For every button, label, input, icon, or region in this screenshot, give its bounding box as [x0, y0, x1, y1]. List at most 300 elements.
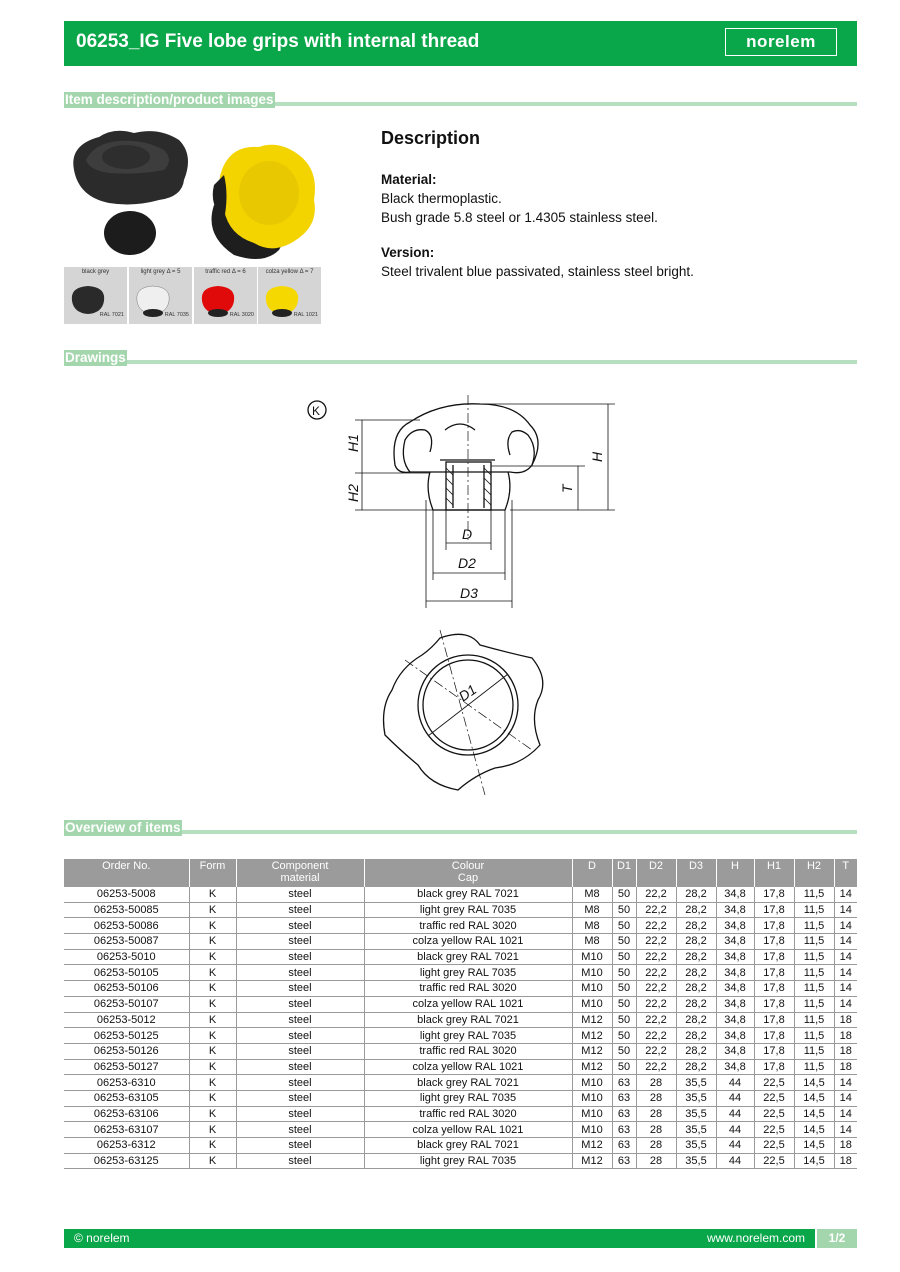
table-cell: 44 — [716, 1075, 754, 1091]
table-cell: 35,5 — [676, 1122, 716, 1138]
table-cell: 11,5 — [794, 996, 834, 1012]
table-cell: 06253-63105 — [64, 1090, 189, 1106]
material-heading: Material: — [381, 172, 437, 187]
table-cell: 17,8 — [754, 1012, 794, 1028]
table-cell: 28,2 — [676, 1028, 716, 1044]
table-cell: 14,5 — [794, 1122, 834, 1138]
table-cell: steel — [236, 1075, 364, 1091]
column-header-line: D3 — [688, 860, 704, 872]
table-cell: 17,8 — [754, 902, 794, 918]
table-cell: steel — [236, 1122, 364, 1138]
table-cell: 11,5 — [794, 902, 834, 918]
table-header-row — [64, 859, 857, 887]
page-footer — [64, 1229, 857, 1248]
table-row — [64, 981, 857, 997]
table-cell: 14,5 — [794, 1090, 834, 1106]
table-cell: M10 — [572, 1075, 612, 1091]
table-cell: 17,8 — [754, 949, 794, 965]
table-cell: 34,8 — [716, 965, 754, 981]
table-cell: 14 — [834, 949, 857, 965]
table-cell: M12 — [572, 1153, 612, 1169]
table-cell: 35,5 — [676, 1075, 716, 1091]
dim-h1-label: H1 — [345, 434, 361, 452]
table-cell: steel — [236, 1138, 364, 1154]
swatch-ral: RAL 7021 — [99, 312, 124, 318]
swatch-traffic-red — [194, 267, 257, 324]
table-cell: 50 — [612, 965, 636, 981]
table-cell: 11,5 — [794, 1059, 834, 1075]
table-cell: 22,2 — [636, 1059, 676, 1075]
table-cell: K — [189, 1059, 236, 1075]
table-cell: 50 — [612, 1012, 636, 1028]
table-cell: M8 — [572, 887, 612, 902]
table-row — [64, 949, 857, 965]
table-cell: 50 — [612, 902, 636, 918]
column-header — [64, 859, 189, 887]
table-cell: black grey RAL 7021 — [364, 949, 572, 965]
table-row — [64, 965, 857, 981]
product-photo — [64, 125, 321, 265]
table-cell: 06253-50126 — [64, 1043, 189, 1059]
version-line: Steel trivalent blue passivated, stainless steel bright. — [381, 264, 694, 279]
column-header-line: D1 — [616, 860, 632, 872]
table-cell: 14 — [834, 1075, 857, 1091]
column-header-line: H — [731, 860, 739, 872]
table-cell: 63 — [612, 1138, 636, 1154]
table-cell: 34,8 — [716, 934, 754, 950]
section-item-description — [64, 92, 857, 108]
table-cell: 22,5 — [754, 1122, 794, 1138]
table-cell: M8 — [572, 934, 612, 950]
table-cell: M12 — [572, 1012, 612, 1028]
column-header — [364, 859, 572, 887]
table-cell: 06253-50087 — [64, 934, 189, 950]
swatch-ral: RAL 1021 — [293, 312, 318, 318]
column-header — [716, 859, 754, 887]
table-cell: 28,2 — [676, 965, 716, 981]
table-cell: 44 — [716, 1122, 754, 1138]
section-rule — [64, 360, 857, 364]
table-cell: 44 — [716, 1106, 754, 1122]
table-cell: 28,2 — [676, 887, 716, 902]
section-drawings — [64, 350, 857, 366]
table-cell: 22,2 — [636, 902, 676, 918]
table-cell: 06253-5012 — [64, 1012, 189, 1028]
table-cell: M10 — [572, 1106, 612, 1122]
table-cell: 34,8 — [716, 981, 754, 997]
footer-website-link[interactable]: www.norelem.com — [706, 1231, 805, 1245]
table-cell: 44 — [716, 1153, 754, 1169]
table-cell: 14,5 — [794, 1138, 834, 1154]
table-cell: 63 — [612, 1153, 636, 1169]
table-cell: 34,8 — [716, 902, 754, 918]
column-header-line: Colour — [451, 860, 485, 872]
table-cell: 22,2 — [636, 981, 676, 997]
table-cell: M10 — [572, 1090, 612, 1106]
footer-copyright: © norelem — [74, 1231, 130, 1245]
table-cell: light grey RAL 7035 — [364, 902, 572, 918]
swatch-ral: RAL 3020 — [229, 312, 254, 318]
table-cell: 11,5 — [794, 949, 834, 965]
table-cell: 06253-50107 — [64, 996, 189, 1012]
table-cell: 06253-5008 — [64, 887, 189, 902]
table-cell: M10 — [572, 981, 612, 997]
column-header-line: Order No. — [102, 860, 151, 872]
table-row — [64, 902, 857, 918]
table-row — [64, 1028, 857, 1044]
table-cell: steel — [236, 887, 364, 902]
swatch-name: colza yellow Δ = 7 — [265, 269, 314, 275]
table-cell: 50 — [612, 981, 636, 997]
column-header — [676, 859, 716, 887]
table-cell: 28,2 — [676, 918, 716, 934]
page-number: 1/2 — [817, 1229, 857, 1248]
table-cell: steel — [236, 1043, 364, 1059]
table-row — [64, 934, 857, 950]
table-cell: 06253-6312 — [64, 1138, 189, 1154]
table-cell: 28 — [636, 1106, 676, 1122]
table-cell: black grey RAL 7021 — [364, 887, 572, 902]
table-cell: 17,8 — [754, 918, 794, 934]
table-cell: 06253-50085 — [64, 902, 189, 918]
table-cell: steel — [236, 1106, 364, 1122]
table-cell: K — [189, 887, 236, 902]
table-cell: 34,8 — [716, 1043, 754, 1059]
table-cell: 22,2 — [636, 887, 676, 902]
table-cell: 18 — [834, 1138, 857, 1154]
table-cell: 06253-63107 — [64, 1122, 189, 1138]
table-cell: 34,8 — [716, 949, 754, 965]
table-cell: 34,8 — [716, 996, 754, 1012]
table-cell: 44 — [716, 1090, 754, 1106]
table-cell: 50 — [612, 949, 636, 965]
table-cell: 14,5 — [794, 1106, 834, 1122]
table-row — [64, 996, 857, 1012]
table-cell: 50 — [612, 1043, 636, 1059]
table-cell: black grey RAL 7021 — [364, 1012, 572, 1028]
section-rule — [64, 830, 857, 834]
table-cell: 63 — [612, 1090, 636, 1106]
table-cell: 11,5 — [794, 1028, 834, 1044]
table-cell: 35,5 — [676, 1153, 716, 1169]
colour-swatches — [64, 267, 321, 324]
swatch-black-grey — [64, 267, 127, 324]
table-cell: light grey RAL 7035 — [364, 1090, 572, 1106]
table-cell: 44 — [716, 1138, 754, 1154]
items-table — [64, 859, 857, 1169]
table-row — [64, 1012, 857, 1028]
table-cell: steel — [236, 918, 364, 934]
technical-drawing — [300, 390, 630, 805]
table-row — [64, 1090, 857, 1106]
table-cell: 63 — [612, 1122, 636, 1138]
table-cell: traffic red RAL 3020 — [364, 1106, 572, 1122]
page-header — [64, 21, 857, 66]
table-cell: 22,2 — [636, 1043, 676, 1059]
swatch-colza-yellow — [258, 267, 321, 324]
section-overview — [64, 820, 857, 836]
table-cell: 28,2 — [676, 1059, 716, 1075]
table-cell: 22,5 — [754, 1090, 794, 1106]
table-cell: black grey RAL 7021 — [364, 1075, 572, 1091]
table-cell: 22,5 — [754, 1138, 794, 1154]
table-cell: 22,2 — [636, 965, 676, 981]
table-cell: M12 — [572, 1059, 612, 1075]
table-cell: 28 — [636, 1075, 676, 1091]
table-cell: steel — [236, 965, 364, 981]
column-header — [189, 859, 236, 887]
table-cell: K — [189, 965, 236, 981]
table-cell: 06253-50127 — [64, 1059, 189, 1075]
table-cell: steel — [236, 996, 364, 1012]
table-row — [64, 1059, 857, 1075]
column-header — [834, 859, 857, 887]
table-cell: 11,5 — [794, 981, 834, 997]
table-cell: 22,2 — [636, 1028, 676, 1044]
swatch-name: traffic red Δ = 6 — [205, 269, 246, 275]
table-cell: 17,8 — [754, 887, 794, 902]
table-cell: steel — [236, 1153, 364, 1169]
dim-t-label: T — [559, 484, 575, 493]
table-cell: K — [189, 1075, 236, 1091]
table-cell: M10 — [572, 949, 612, 965]
column-header-line: H1 — [766, 860, 782, 872]
table-cell: 28 — [636, 1122, 676, 1138]
dim-h2-label: H2 — [345, 484, 361, 502]
table-cell: 34,8 — [716, 1012, 754, 1028]
material-line: Bush grade 5.8 steel or 1.4305 stainless steel. — [381, 210, 658, 225]
table-cell: 34,8 — [716, 918, 754, 934]
table-cell: 17,8 — [754, 965, 794, 981]
table-cell: K — [189, 1043, 236, 1059]
table-cell: 50 — [612, 1059, 636, 1075]
table-cell: K — [189, 981, 236, 997]
table-cell: 14 — [834, 981, 857, 997]
table-cell: 35,5 — [676, 1138, 716, 1154]
table-cell: K — [189, 1122, 236, 1138]
table-cell: K — [189, 996, 236, 1012]
table-cell: 17,8 — [754, 934, 794, 950]
table-cell: 11,5 — [794, 918, 834, 934]
form-marker-label: K — [312, 404, 321, 418]
column-header-line: Form — [199, 860, 226, 872]
material-block — [381, 170, 658, 227]
table-cell: steel — [236, 934, 364, 950]
dim-d1-label: D1 — [455, 681, 480, 705]
table-cell: 14 — [834, 902, 857, 918]
section-label: Drawings — [65, 350, 126, 365]
table-cell: 28,2 — [676, 981, 716, 997]
table-cell: M12 — [572, 1043, 612, 1059]
table-cell: steel — [236, 1028, 364, 1044]
table-cell: 11,5 — [794, 887, 834, 902]
table-cell: 18 — [834, 1012, 857, 1028]
table-cell: 18 — [834, 1028, 857, 1044]
table-cell: 22,2 — [636, 934, 676, 950]
table-row — [64, 1043, 857, 1059]
table-cell: 35,5 — [676, 1090, 716, 1106]
table-cell: 11,5 — [794, 965, 834, 981]
table-cell: K — [189, 1012, 236, 1028]
table-cell: colza yellow RAL 1021 — [364, 996, 572, 1012]
column-header — [572, 859, 612, 887]
table-cell: 34,8 — [716, 1028, 754, 1044]
table-cell: 06253-5010 — [64, 949, 189, 965]
column-header — [612, 859, 636, 887]
table-cell: K — [189, 1028, 236, 1044]
table-cell: 28,2 — [676, 902, 716, 918]
norelem-logo — [725, 28, 837, 56]
table-cell: M8 — [572, 918, 612, 934]
table-cell: 17,8 — [754, 981, 794, 997]
table-cell: 06253-50125 — [64, 1028, 189, 1044]
table-row — [64, 918, 857, 934]
column-header-line: D2 — [648, 860, 664, 872]
table-cell: M12 — [572, 1028, 612, 1044]
table-cell: light grey RAL 7035 — [364, 1153, 572, 1169]
table-cell: black grey RAL 7021 — [364, 1138, 572, 1154]
table-cell: M10 — [572, 996, 612, 1012]
table-cell: K — [189, 949, 236, 965]
table-cell: 17,8 — [754, 996, 794, 1012]
table-cell: 50 — [612, 934, 636, 950]
table-cell: 28,2 — [676, 949, 716, 965]
table-cell: traffic red RAL 3020 — [364, 981, 572, 997]
table-cell: 06253-50086 — [64, 918, 189, 934]
table-cell: light grey RAL 7035 — [364, 965, 572, 981]
column-header-line: Component — [271, 860, 329, 872]
column-header — [754, 859, 794, 887]
table-row — [64, 1153, 857, 1169]
table-cell: M10 — [572, 965, 612, 981]
table-cell: 14 — [834, 934, 857, 950]
section-label: Overview of items — [65, 820, 181, 835]
table-cell: K — [189, 1106, 236, 1122]
table-cell: K — [189, 1138, 236, 1154]
table-cell: steel — [236, 981, 364, 997]
table-body — [64, 887, 857, 1169]
column-header-line: material — [280, 872, 320, 884]
column-header — [236, 859, 364, 887]
table-cell: 14 — [834, 965, 857, 981]
column-header — [636, 859, 676, 887]
table-cell: 14 — [834, 918, 857, 934]
table-cell: 34,8 — [716, 1059, 754, 1075]
table-cell: 17,8 — [754, 1028, 794, 1044]
table-cell: steel — [236, 1059, 364, 1075]
table-cell: 06253-63106 — [64, 1106, 189, 1122]
table-cell: colza yellow RAL 1021 — [364, 1122, 572, 1138]
table-cell: 11,5 — [794, 1012, 834, 1028]
table-cell: 63 — [612, 1075, 636, 1091]
swatch-light-grey — [129, 267, 192, 324]
table-cell: 22,2 — [636, 1012, 676, 1028]
dim-d2-label: D2 — [458, 555, 476, 571]
table-cell: 22,5 — [754, 1075, 794, 1091]
table-cell: K — [189, 1090, 236, 1106]
table-cell: 06253-50105 — [64, 965, 189, 981]
column-header — [794, 859, 834, 887]
top-view-outline — [384, 634, 543, 790]
table-cell: 28,2 — [676, 934, 716, 950]
table-cell: 63 — [612, 1106, 636, 1122]
table-cell: 06253-50106 — [64, 981, 189, 997]
table-cell: 28 — [636, 1138, 676, 1154]
table-cell: 11,5 — [794, 1043, 834, 1059]
table-cell: M10 — [572, 1122, 612, 1138]
table-cell: 14 — [834, 1106, 857, 1122]
table-cell: light grey RAL 7035 — [364, 1028, 572, 1044]
table-cell: 22,2 — [636, 918, 676, 934]
table-cell: 22,2 — [636, 949, 676, 965]
logo-text: norelem — [746, 32, 816, 51]
table-row — [64, 1075, 857, 1091]
table-cell: 50 — [612, 918, 636, 934]
version-heading: Version: — [381, 245, 435, 260]
table-cell: 11,5 — [794, 934, 834, 950]
table-cell: 18 — [834, 1043, 857, 1059]
table-cell: K — [189, 902, 236, 918]
table-cell: M12 — [572, 1138, 612, 1154]
dim-d-label: D — [462, 526, 473, 542]
table-cell: traffic red RAL 3020 — [364, 1043, 572, 1059]
table-cell: 14,5 — [794, 1075, 834, 1091]
table-cell: 14,5 — [794, 1153, 834, 1169]
table-cell: traffic red RAL 3020 — [364, 918, 572, 934]
table-cell: 18 — [834, 1153, 857, 1169]
description-title: Description — [381, 128, 481, 148]
table-cell: 14 — [834, 1122, 857, 1138]
table-cell: 18 — [834, 1059, 857, 1075]
table-cell: 28,2 — [676, 1043, 716, 1059]
table-cell: 17,8 — [754, 1043, 794, 1059]
table-cell: steel — [236, 949, 364, 965]
table-cell: 22,5 — [754, 1106, 794, 1122]
table-cell: 14 — [834, 887, 857, 902]
table-cell: 50 — [612, 1028, 636, 1044]
table-cell: 35,5 — [676, 1106, 716, 1122]
table-cell: steel — [236, 902, 364, 918]
page-title: 06253_IG Five lobe grips with internal thread — [76, 31, 480, 52]
dim-d3-label: D3 — [460, 585, 478, 601]
table-cell: 28,2 — [676, 1012, 716, 1028]
table-cell: 34,8 — [716, 887, 754, 902]
table-cell: colza yellow RAL 1021 — [364, 934, 572, 950]
swatch-ral: RAL 7035 — [164, 312, 189, 318]
table-cell: K — [189, 1153, 236, 1169]
section-label: Item description/product images — [65, 92, 274, 107]
table-cell: 50 — [612, 996, 636, 1012]
column-header-line: Cap — [457, 872, 479, 884]
swatch-name: black grey — [81, 269, 110, 275]
table-cell: 22,2 — [636, 996, 676, 1012]
table-cell: 28 — [636, 1090, 676, 1106]
table-cell: steel — [236, 1012, 364, 1028]
version-block — [381, 243, 694, 281]
table-cell: K — [189, 934, 236, 950]
swatch-name: light grey Δ = 5 — [140, 269, 181, 275]
table-cell: 14 — [834, 996, 857, 1012]
table-cell: 06253-63125 — [64, 1153, 189, 1169]
material-line: Black thermoplastic. — [381, 191, 502, 206]
table-cell: K — [189, 918, 236, 934]
table-cell: M8 — [572, 902, 612, 918]
table-cell: 28 — [636, 1153, 676, 1169]
table-row — [64, 1122, 857, 1138]
table-cell: 28,2 — [676, 996, 716, 1012]
column-header-line: H2 — [806, 860, 822, 872]
table-cell: 22,5 — [754, 1153, 794, 1169]
